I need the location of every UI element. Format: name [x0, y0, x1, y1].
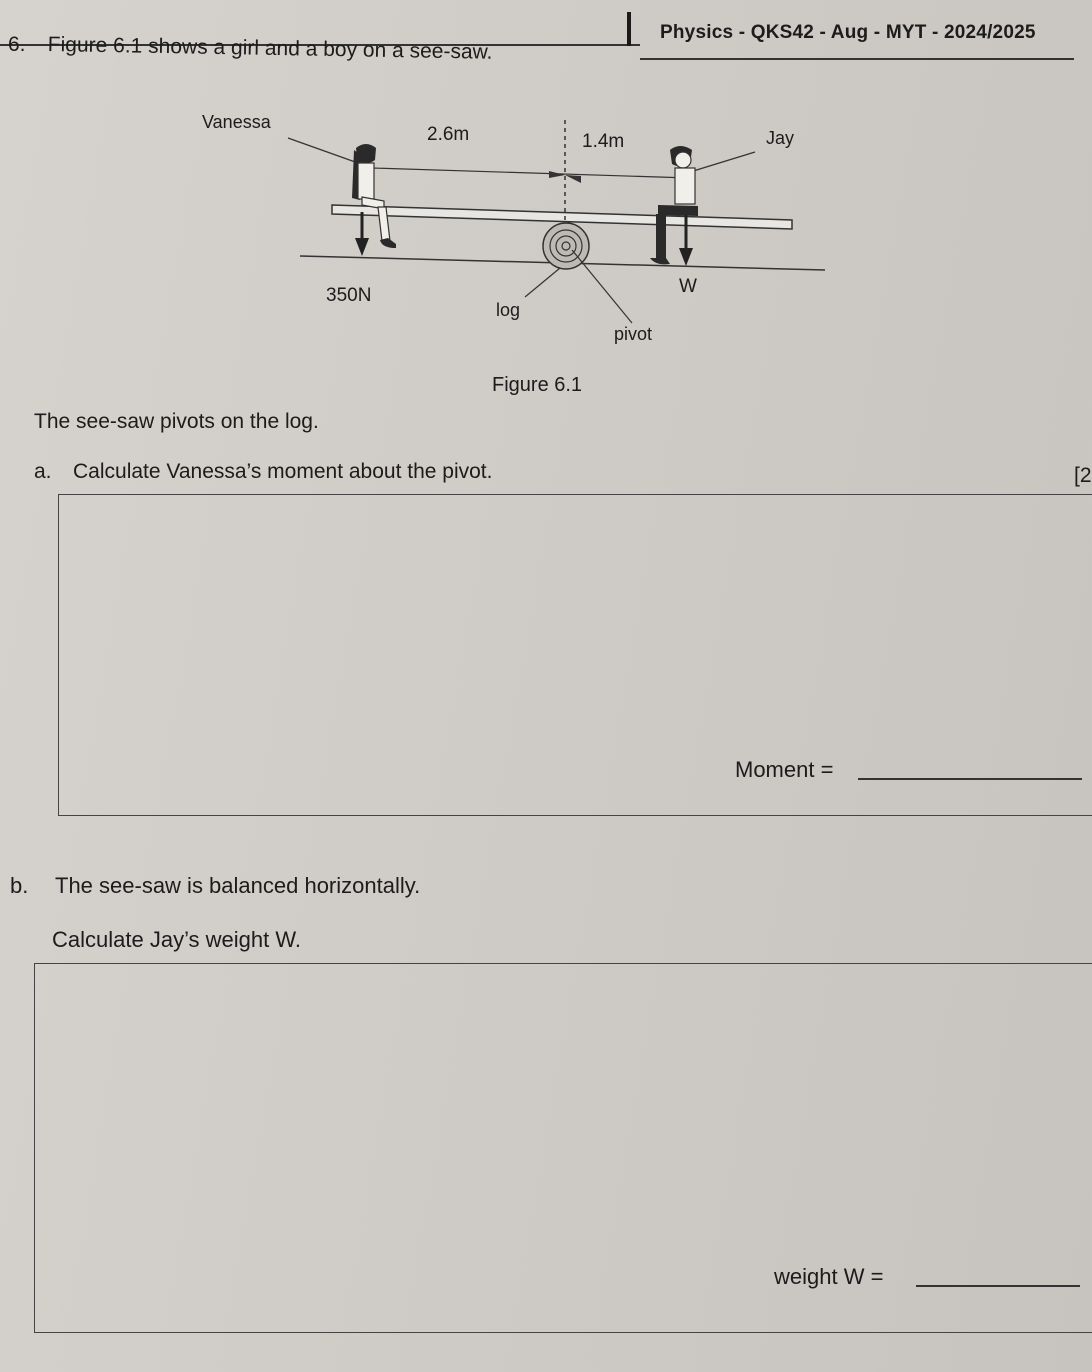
label-right-distance: 1.4m: [582, 131, 625, 152]
part-a-marks: [2: [1074, 464, 1092, 487]
part-a-answer-box[interactable]: [58, 494, 1092, 816]
label-right-force: W: [679, 276, 697, 297]
label-pivot: pivot: [614, 324, 653, 344]
seesaw-figure: [0, 0, 1092, 360]
part-a-question: Calculate Vanessa’s moment about the pivot.: [73, 460, 493, 483]
question-text: Figure 6.1 shows a girl and a boy on a see-saw.: [47, 33, 493, 64]
girl-figure-icon: [352, 144, 396, 248]
label-vanessa: Vanessa: [202, 112, 271, 132]
question-number: 6.: [8, 33, 26, 56]
label-left-force: 350N: [326, 285, 372, 306]
part-b-statement: The see-saw is balanced horizontally.: [55, 873, 421, 898]
part-b-answer-box[interactable]: [34, 963, 1092, 1333]
label-left-distance: 2.6m: [427, 124, 470, 145]
part-b-letter: b.: [10, 873, 29, 898]
distance-line: [372, 168, 690, 178]
weight-answer-line[interactable]: [916, 1285, 1080, 1287]
figure-caption: Figure 6.1: [492, 374, 583, 396]
part-a-letter: a.: [34, 460, 52, 483]
boy-figure-icon: [650, 146, 698, 264]
label-log: log: [496, 300, 521, 320]
weight-answer-label: weight W =: [774, 1264, 884, 1289]
part-b-instruction: Calculate Jay’s weight W.: [52, 927, 302, 952]
label-jay: Jay: [766, 128, 795, 148]
moment-answer-line[interactable]: [858, 778, 1082, 780]
intro-text: The see-saw pivots on the log.: [34, 410, 319, 433]
header-title: Physics - QKS42 - Aug - MYT - 2024/2025: [660, 22, 1036, 43]
moment-answer-label: Moment =: [735, 757, 834, 782]
